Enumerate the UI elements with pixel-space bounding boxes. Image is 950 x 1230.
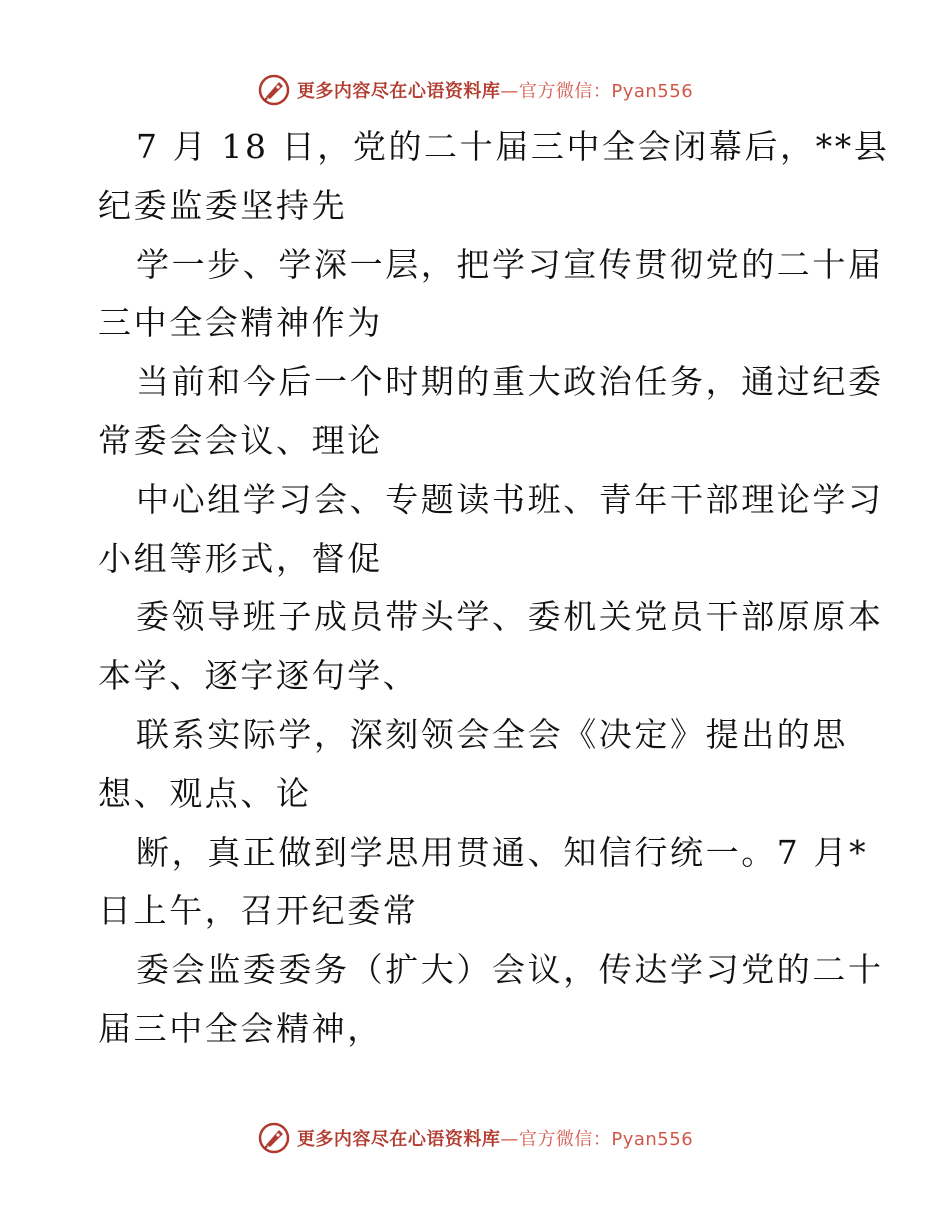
body-line: 纪委监委坚持先 [98, 185, 348, 225]
body-line: 联系实际学，深刻领会全会《决定》提出的思 [136, 714, 848, 754]
pen-nib-circle-icon [257, 1121, 291, 1155]
body-line: 当前和今后一个时期的重大政治任务，通过纪委 [136, 362, 884, 402]
body-line: 学一步、学深一层，把学习宣传贯彻党的二十届 [136, 244, 884, 284]
body-line: 日上午，召开纪委常 [98, 891, 419, 931]
document-body [98, 118, 890, 1059]
footer-title: 更多内容尽在心语资料库 [296, 1129, 501, 1150]
body-line: 三中全会精神作为 [98, 303, 383, 343]
header-title: 更多内容尽在心语资料库 [296, 81, 501, 102]
footer-watermark [0, 1118, 950, 1158]
body-line: 小组等形式，督促 [98, 538, 383, 578]
header-separator: — [500, 81, 519, 102]
header-watermark [0, 70, 950, 110]
body-line: 想、观点、论 [98, 773, 312, 813]
body-line: 届三中全会精神， [98, 1008, 383, 1048]
body-line: 7 月 18 日，党的二十届三中全会闭幕后，**县 [136, 127, 890, 166]
body-line: 委领导班子成员带头学、委机关党员干部原原本 [136, 597, 884, 637]
body-line: 本学、逐字逐句学、 [98, 656, 419, 696]
footer-wechat: 官方微信：Pyan556 [518, 1129, 694, 1150]
body-line: 委会监委委务（扩大）会议，传达学习党的二十 [136, 950, 884, 990]
body-line: 断，真正做到学思用贯通、知信行统一。7 月* [136, 832, 869, 872]
footer-separator: — [500, 1129, 519, 1150]
pen-nib-circle-icon [257, 73, 291, 107]
body-line: 中心组学习会、专题读书班、青年干部理论学习 [136, 479, 884, 519]
body-line: 常委会会议、理论 [98, 420, 383, 460]
header-wechat: 官方微信：Pyan556 [518, 81, 694, 102]
